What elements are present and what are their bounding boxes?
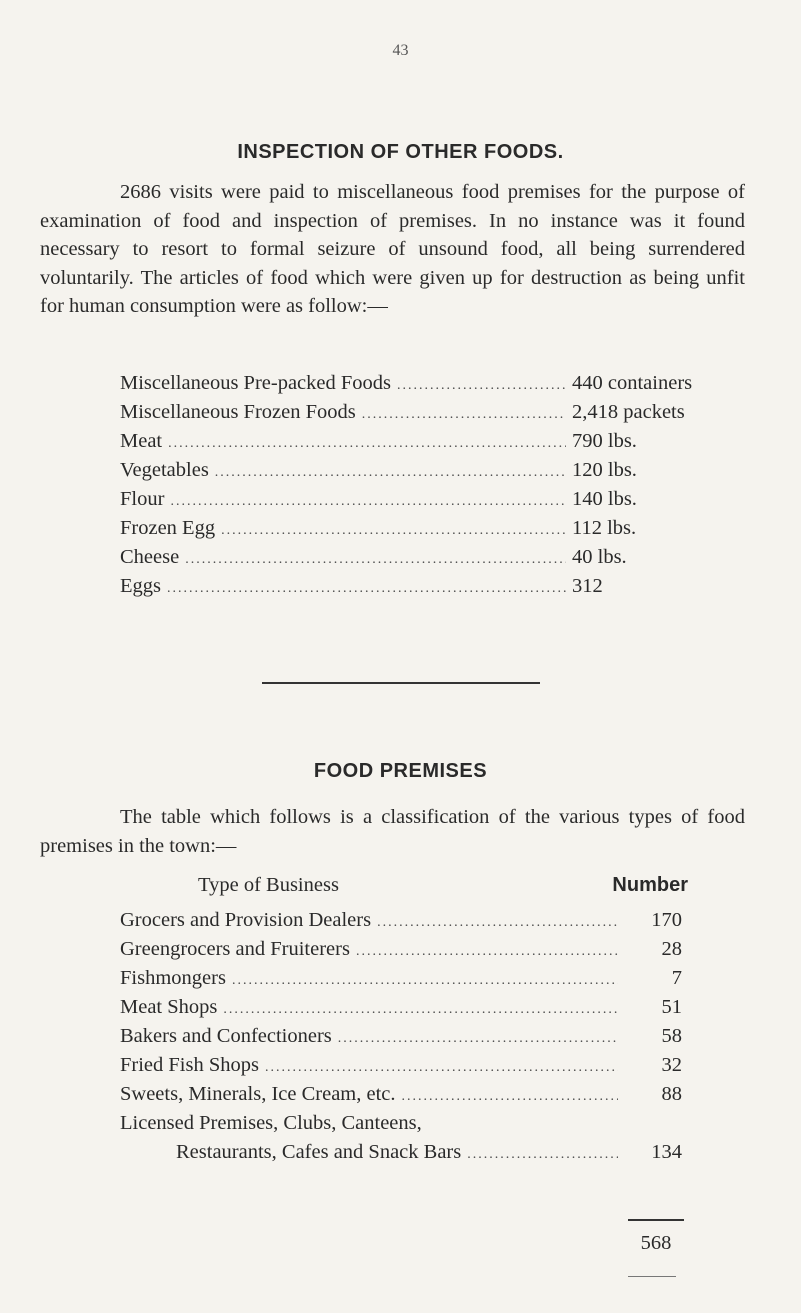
item-label: Frozen Egg: [120, 517, 216, 539]
row-label: Sweets, Minerals, Ice Cream, etc.: [120, 1083, 396, 1105]
row-value: 134: [651, 1141, 682, 1163]
premises-paragraph: The table which follows is a classification of the various types of food premises in the town:—: [40, 806, 745, 857]
row-label: Greengrocers and Fruiterers: [120, 938, 350, 960]
table-row: [120, 1025, 682, 1054]
item-label: Miscellaneous Frozen Foods: [120, 401, 356, 423]
leader-dots: [167, 581, 566, 597]
list-item: [120, 430, 740, 459]
item-value: 440 containers: [572, 372, 693, 394]
leader-dots: [362, 407, 566, 423]
leader-dots: [185, 552, 566, 568]
total-rule: [628, 1219, 684, 1221]
row-label: Restaurants, Cafes and Snack Bars: [176, 1141, 462, 1163]
leader-dots: [223, 1002, 618, 1018]
row-value: 7: [671, 967, 682, 989]
premises-table: [120, 909, 682, 1170]
total-underline: [628, 1276, 676, 1277]
leader-dots: [170, 494, 566, 510]
item-value: 312: [572, 575, 603, 597]
table-row: [120, 1083, 682, 1112]
item-value: 112 lbs.: [572, 517, 637, 539]
row-value: 170: [651, 909, 682, 931]
item-label: Flour: [120, 488, 165, 510]
leader-dots: [232, 973, 618, 989]
leader-dots: [467, 1147, 618, 1163]
row-value: 28: [661, 938, 682, 960]
table-row: [120, 1054, 682, 1083]
row-label: Fishmongers: [120, 967, 226, 989]
list-item: [120, 459, 740, 488]
table-row: [120, 996, 682, 1025]
item-value: 140 lbs.: [572, 488, 637, 510]
row-label: Grocers and Provision Dealers: [120, 909, 372, 931]
item-label: Eggs: [120, 575, 161, 597]
leader-dots: [215, 465, 566, 481]
item-value: 120 lbs.: [572, 459, 637, 481]
page-number: 43: [392, 42, 409, 59]
leader-dots: [265, 1060, 618, 1076]
leader-dots: [356, 944, 618, 960]
table-row: [120, 938, 682, 967]
leader-dots: [221, 523, 566, 539]
row-value: 32: [661, 1054, 682, 1076]
inspection-paragraph: 2686 visits were paid to miscellaneous food premises for the purpose of examination of food and inspection of premises. In no instance was it found necessary to resort to formal seizure of unsound food, all being surrendered voluntarily. The articles of food which were given up for destruction as being unfit for human consumption were as follow:—: [40, 181, 745, 317]
table-row: [120, 967, 682, 996]
list-item: [120, 546, 740, 575]
row-label: Bakers and Confectioners: [120, 1025, 332, 1047]
row-value: 51: [661, 996, 682, 1018]
column-header-type: Type of Business: [198, 874, 339, 896]
item-value: 40 lbs.: [572, 546, 627, 568]
column-header-number: Number: [612, 874, 688, 896]
item-value: 2,418 packets: [572, 401, 685, 423]
list-item: [120, 372, 740, 401]
food-destroyed-list: [120, 372, 740, 604]
row-label: Fried Fish Shops: [120, 1054, 259, 1076]
row-label: Licensed Premises, Clubs, Canteens,: [120, 1112, 422, 1134]
list-item: [120, 488, 740, 517]
leader-dots: [397, 378, 566, 394]
list-item: [120, 517, 740, 546]
leader-dots: [402, 1089, 618, 1105]
item-value: 790 lbs.: [572, 430, 637, 452]
item-label: Miscellaneous Pre-packed Foods: [120, 372, 391, 394]
table-row: [120, 1141, 682, 1170]
total-value: 568: [640, 1232, 672, 1254]
section-divider: [262, 682, 540, 684]
row-label: Meat Shops: [120, 996, 218, 1018]
item-label: Meat: [120, 430, 163, 452]
list-item: [120, 575, 740, 604]
leader-dots: [338, 1031, 618, 1047]
leader-dots: [168, 436, 566, 452]
row-value: 88: [661, 1083, 682, 1105]
item-label: Cheese: [120, 546, 180, 568]
list-item: [120, 401, 740, 430]
table-header: [198, 874, 688, 897]
table-row-continued-label: [120, 1112, 682, 1141]
item-label: Vegetables: [120, 459, 209, 481]
table-row: [120, 909, 682, 938]
row-value: 58: [661, 1025, 682, 1047]
section-title-inspection: INSPECTION OF OTHER FOODS.: [237, 141, 564, 163]
leader-dots: [377, 915, 618, 931]
section-title-food-premises: FOOD PREMISES: [313, 760, 488, 782]
